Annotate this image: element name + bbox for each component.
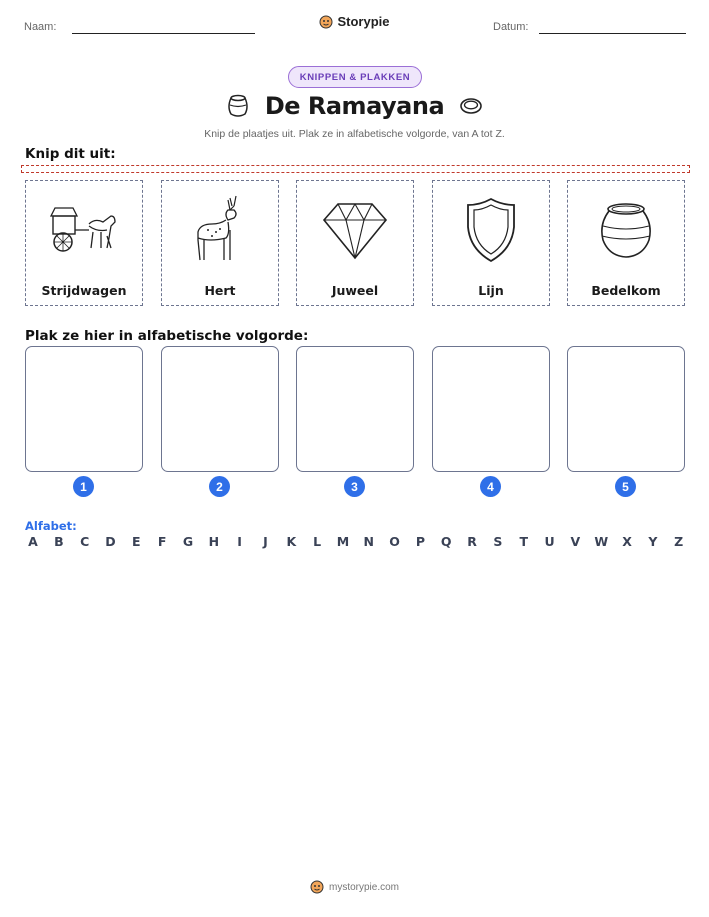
cut-card-lijn[interactable] — [432, 180, 550, 306]
alphabet-row — [26, 534, 686, 549]
date-line[interactable] — [539, 33, 686, 34]
cut-heading: Knip dit uit: — [25, 146, 116, 162]
name-line[interactable] — [72, 33, 255, 34]
page-title: De Ramayana — [264, 92, 445, 120]
paste-box-4[interactable] — [432, 346, 550, 472]
activity-badge: KNIPPEN & PLAKKEN — [288, 66, 422, 88]
alphabet-letter: T — [519, 534, 528, 549]
alphabet-letter: M — [336, 534, 350, 549]
cut-card-strijdwagen[interactable] — [25, 180, 143, 306]
date-label: Datum: — [493, 21, 529, 33]
paste-box-5[interactable] — [567, 346, 685, 472]
number-badge-3: 3 — [344, 476, 365, 497]
chariot-icon — [49, 202, 119, 258]
begging-bowl-icon — [595, 200, 657, 260]
alphabet-letter: R — [467, 534, 477, 549]
cut-card-label: Lijn — [478, 283, 504, 298]
alphabet-letter: Y — [648, 534, 658, 549]
brand-logo — [0, 14, 709, 29]
alphabet-letter: B — [54, 534, 64, 549]
cut-card-label: Strijdwagen — [41, 283, 127, 298]
cut-card-juweel[interactable] — [296, 180, 414, 306]
number-badge-4: 4 — [480, 476, 501, 497]
bowl-icon — [225, 93, 251, 119]
cut-card-bedelkom[interactable] — [567, 180, 685, 306]
alphabet-letter: V — [570, 534, 581, 549]
alphabet-letter: L — [313, 534, 322, 549]
alphabet-letter: O — [389, 534, 400, 549]
paste-box-3[interactable] — [296, 346, 414, 472]
footer-url[interactable]: mystorypie.com — [328, 881, 399, 893]
alphabet-letter: A — [28, 534, 38, 549]
ring-icon — [458, 93, 484, 119]
paste-box-2[interactable] — [161, 346, 279, 472]
alphabet-letter: C — [80, 534, 90, 549]
cut-card-label: Hert — [204, 283, 236, 298]
number-badge-2: 2 — [209, 476, 230, 497]
paste-heading: Plak ze hier in alfabetische volgorde: — [25, 328, 309, 344]
alphabet-title: Alfabet: — [25, 519, 77, 533]
alphabet-letter: G — [182, 534, 194, 549]
storypie-logo-icon — [310, 880, 324, 894]
number-badge-1: 1 — [73, 476, 94, 497]
alphabet-letter: J — [263, 534, 268, 549]
deer-icon — [190, 194, 250, 266]
shield-icon — [466, 197, 516, 263]
alphabet-letter: S — [493, 534, 503, 549]
alphabet-letter: W — [594, 534, 609, 549]
name-label: Naam: — [24, 21, 57, 33]
number-badge-5: 5 — [615, 476, 636, 497]
instructions: Knip de plaatjes uit. Plak ze in alfabetische volgorde, van A tot Z. — [204, 128, 505, 140]
paste-box-1[interactable] — [25, 346, 143, 472]
alphabet-letter: D — [105, 534, 116, 549]
jewel-icon — [322, 200, 388, 260]
alphabet-letter: P — [415, 534, 425, 549]
alphabet-letter: I — [237, 534, 242, 549]
alphabet-letter: Z — [674, 534, 684, 549]
storypie-logo-icon — [319, 15, 333, 29]
alphabet-letter: H — [208, 534, 220, 549]
title-row — [0, 92, 709, 120]
alphabet-letter: Q — [440, 534, 452, 549]
alphabet-letter: N — [363, 534, 374, 549]
cut-card-label: Juweel — [331, 283, 379, 298]
footer — [0, 880, 709, 894]
alphabet-letter: X — [622, 534, 632, 549]
alphabet-letter: F — [157, 534, 167, 549]
alphabet-letter: K — [286, 534, 297, 549]
alphabet-letter: U — [544, 534, 555, 549]
cut-card-hert[interactable] — [161, 180, 279, 306]
cut-guide-line — [21, 165, 690, 173]
brand-name: Storypie — [337, 14, 390, 29]
cut-card-label: Bedelkom — [591, 283, 661, 298]
alphabet-letter: E — [132, 534, 141, 549]
